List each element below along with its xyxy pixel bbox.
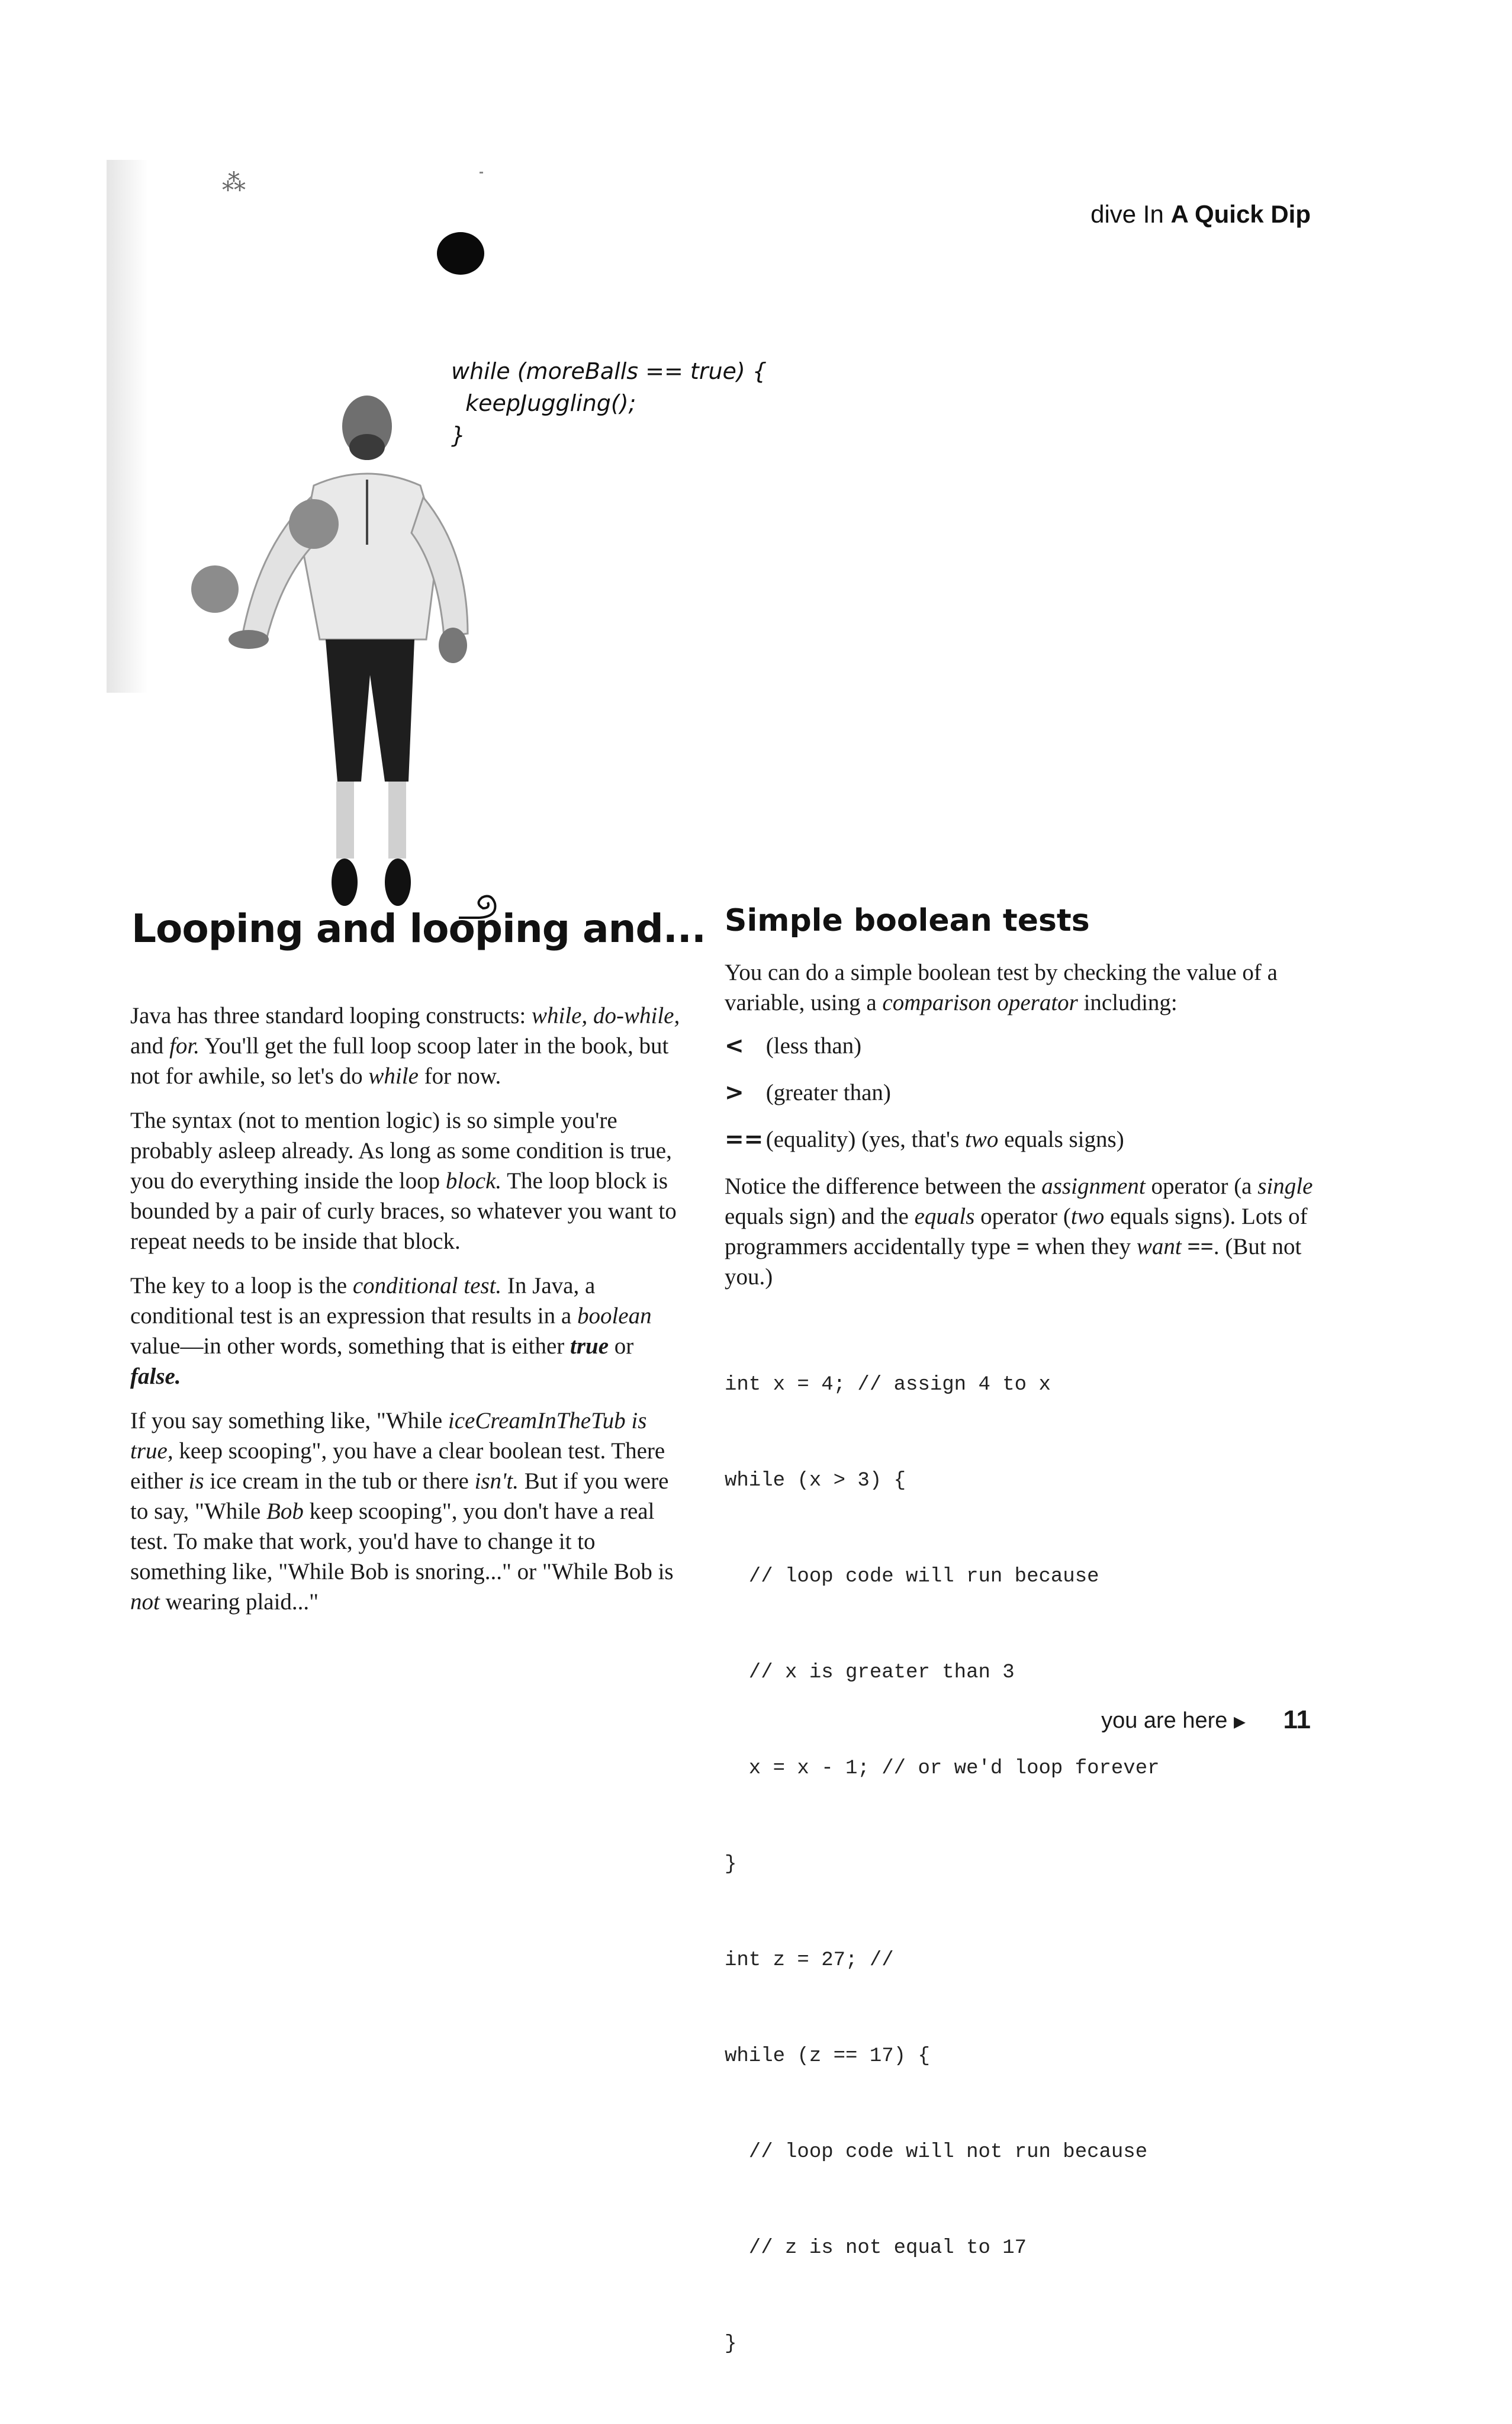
running-header — [1090, 200, 1311, 229]
text-run: when they — [1029, 1234, 1137, 1259]
header-prefix: dive In — [1090, 200, 1171, 228]
text-run: is — [188, 1468, 204, 1494]
footer-label: you are here — [1101, 1708, 1228, 1733]
text-run: while, — [532, 1003, 588, 1028]
operator-symbol: > — [725, 1079, 744, 1106]
sidebar-heading: Simple boolean tests — [725, 903, 1090, 938]
text-run: But if you were to say, "While — [130, 1468, 669, 1524]
text-run: equals signs). Lots of programmers accidentally type — [725, 1204, 1308, 1259]
header-title: A Quick Dip — [1170, 200, 1311, 228]
text-run: not — [130, 1589, 160, 1615]
code-line: } — [725, 1853, 737, 1876]
code-line: x = x - 1; // or we'd loop forever — [725, 1757, 1160, 1780]
text-run: assignment — [1041, 1174, 1146, 1199]
text-run: boolean — [577, 1303, 652, 1329]
text-run: operator (a — [1145, 1174, 1258, 1199]
code-line: // loop code will run because — [725, 1565, 1099, 1588]
text-run — [587, 1003, 593, 1028]
juggler-code-line-2: keepJuggling(); — [451, 390, 636, 416]
code-line: // x is greater than 3 — [725, 1661, 1015, 1684]
text-run: The key to a loop is the — [130, 1273, 353, 1298]
text-run: do-while, — [593, 1003, 680, 1028]
juggler-illustration — [189, 391, 521, 924]
code-line: while (x > 3) { — [725, 1470, 906, 1492]
code-line: // z is not equal to 17 — [725, 2237, 1027, 2259]
code-line: int x = 4; // assign 4 to x — [725, 1374, 1051, 1396]
text-run: You can do a simple boolean test by checking the value of a variable, using a — [725, 960, 1278, 1015]
text-run: equals — [914, 1204, 975, 1229]
text-run: value—in other words, something that is either — [130, 1333, 571, 1359]
body-paragraph — [130, 1001, 681, 1091]
text-run: conditional test. — [352, 1273, 502, 1298]
text-run: Notice the difference between the — [725, 1174, 1042, 1199]
left-column — [130, 1001, 681, 1631]
code-line: while (z == 17) { — [725, 2045, 930, 2068]
decorative-speck: ⁂ — [222, 169, 246, 196]
page-footer — [1101, 1708, 1246, 1734]
section-heading: Looping and looping and... — [131, 906, 706, 951]
text-run: for. — [169, 1033, 200, 1059]
text-run — [1182, 1234, 1188, 1259]
operator-symbol: == — [725, 1126, 764, 1153]
text-run: If you say something like, "While — [130, 1408, 448, 1433]
text-run: Java has three standard looping constructs: — [130, 1003, 532, 1028]
code-line: int z = 27; // — [725, 1949, 894, 1972]
text-run: two — [1070, 1204, 1105, 1229]
text-run: true — [570, 1333, 609, 1359]
code-line: // loop code will not run because — [725, 2141, 1148, 2163]
text-run: iceCreamInTheTub is true, — [130, 1408, 647, 1464]
text-run: want — [1136, 1234, 1182, 1259]
operator-less-than — [725, 1031, 1323, 1061]
text-run: . (But not you.) — [725, 1234, 1302, 1290]
scan-shadow — [107, 160, 148, 693]
text-run: (equality) (yes, that's — [760, 1127, 966, 1152]
page-number: 11 — [1283, 1705, 1311, 1734]
text-run: (less than) — [760, 1033, 862, 1059]
sidebar-notice — [725, 1171, 1323, 1292]
text-run: keep scooping", you have a clear boolean test. There either — [130, 1438, 665, 1494]
text-run: The loop block is bounded by a pair of curly braces, so whatever you want to repeat needs to be inside that block. — [130, 1168, 677, 1254]
decorative-dash — [480, 172, 483, 173]
body-paragraph — [130, 1406, 681, 1617]
text-run: including: — [1077, 990, 1178, 1015]
text-run: keep scooping", you don't have a real test. To make that work, you'd have to change it to something like, "While Bob is snoring..." or "While Bob is — [130, 1499, 674, 1584]
text-run: You'll get the full loop scoop later in the book, but not for awhile, so let's do — [130, 1033, 669, 1089]
text-run: ice cream in the tub or there — [204, 1468, 475, 1494]
text-run: two — [965, 1127, 999, 1152]
text-run: isn't. — [474, 1468, 519, 1494]
text-run: (greater than) — [760, 1080, 891, 1105]
juggler-code-line-1: while (moreBalls == true) { — [451, 358, 767, 384]
sidebar-intro — [725, 957, 1323, 1018]
text-run: or — [609, 1333, 634, 1359]
body-paragraph — [130, 1105, 681, 1256]
text-run: block. — [445, 1168, 502, 1194]
text-run: operator ( — [974, 1204, 1071, 1229]
juggling-ball-black — [437, 232, 484, 275]
triangle-right-icon: ▶ — [1234, 1712, 1246, 1731]
text-run: comparison operator — [882, 990, 1078, 1015]
text-run: In Java, a conditional test is an expression that results in a — [130, 1273, 596, 1329]
operator-symbol: < — [725, 1033, 744, 1059]
operator-equality — [725, 1124, 1323, 1155]
text-run: == — [1187, 1234, 1214, 1259]
text-run: = — [1016, 1234, 1030, 1259]
code-example — [725, 1305, 1323, 2424]
text-run: Bob — [266, 1499, 304, 1524]
text-run: equals signs) — [998, 1127, 1124, 1152]
text-run: single — [1257, 1174, 1313, 1199]
text-run: for now. — [418, 1063, 501, 1089]
right-column — [725, 903, 1323, 2424]
juggler-code-line-3: } — [451, 422, 466, 448]
text-run: while — [368, 1063, 419, 1089]
text-run: equals sign) and the — [725, 1204, 915, 1229]
text-run: and — [130, 1033, 170, 1059]
text-run: false. — [130, 1364, 181, 1389]
text-run: The syntax (not to mention logic) is so simple you're probably asleep already. As long as some condition is true, you do everything inside the loop — [130, 1108, 672, 1194]
operator-greater-than — [725, 1078, 1323, 1108]
code-line: } — [725, 2333, 737, 2355]
body-paragraph — [130, 1271, 681, 1391]
text-run: wearing plaid..." — [159, 1589, 319, 1615]
